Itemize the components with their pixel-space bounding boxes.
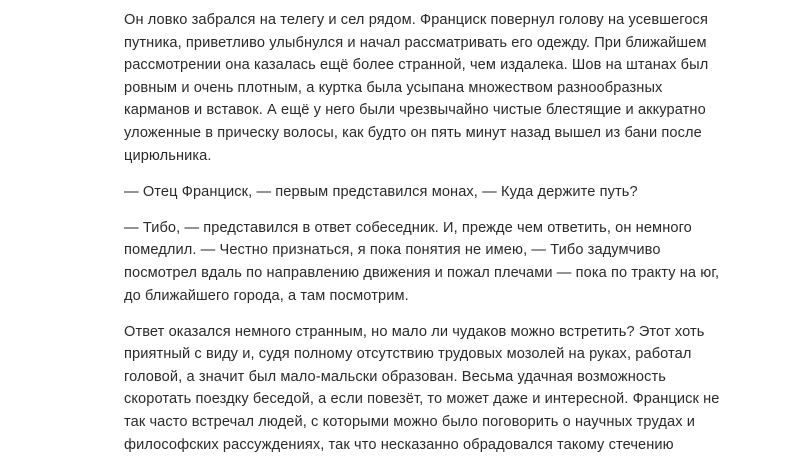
paragraph-3	[124, 217, 724, 307]
text-line: карманов и вставок. А ещё у него были чрезвычайно чистые блестящие и аккуратно	[124, 102, 706, 119]
text-line: посмотрел вдаль по направлению движения и пожал плечами — пока по тракту на юг,	[124, 264, 720, 281]
document-text	[124, 9, 724, 470]
text-line: до ближайшего города, а там посмотрим.	[124, 287, 409, 304]
text-line: скоротать поездку беседой, а если повезёт, то может даже и интересной. Франциск не	[124, 391, 720, 408]
paragraph-4	[124, 321, 724, 457]
paragraph-2	[124, 181, 724, 204]
text-line: уложенные в прическу волосы, как будто он пять минут назад вышел из бани после	[124, 124, 702, 141]
paragraph-1	[124, 9, 724, 167]
text-line: головой, а значит был мало-мальски образован. Весьма удачная возможность	[124, 368, 666, 385]
text-line: так часто встречал людей, с которыми можно было поговорить о научных трудах и	[124, 414, 695, 430]
text-line: — Отец Франциск, — первым представился монах, — Куда держите путь?	[124, 183, 638, 200]
text-line: помедлил. — Честно признаться, я пока понятия не имею, — Тибо задумчиво	[124, 242, 661, 259]
text-line: ровным и очень плотным, а куртка была усыпана множеством разнообразных	[124, 79, 663, 96]
text-line: — Тибо, — представился в ответ собеседник. И, прежде чем ответить, он немного	[124, 219, 692, 236]
text-line: рассмотрении она казалась ещё более странной, чем издалека. Шов на штанах был	[124, 57, 709, 74]
text-line: приятный с виду и, судя полному отсутствию трудовых мозолей на руках, работал	[124, 346, 692, 363]
text-line: философских рассуждениях, так что несказанно обрадовался такому стечению	[124, 436, 674, 453]
text-line: Он ловко забрался на телегу и сел рядом. Франциск повернул голову на усевшегося	[124, 12, 708, 28]
text-line: путника, приветливо улыбнулся и начал рассматривать его одежду. При ближайшем	[124, 34, 707, 51]
text-line: цирюльника.	[124, 147, 212, 164]
text-line: Ответ оказался немного странным, но мало ли чудаков можно встретить? Этот хоть	[124, 323, 705, 340]
